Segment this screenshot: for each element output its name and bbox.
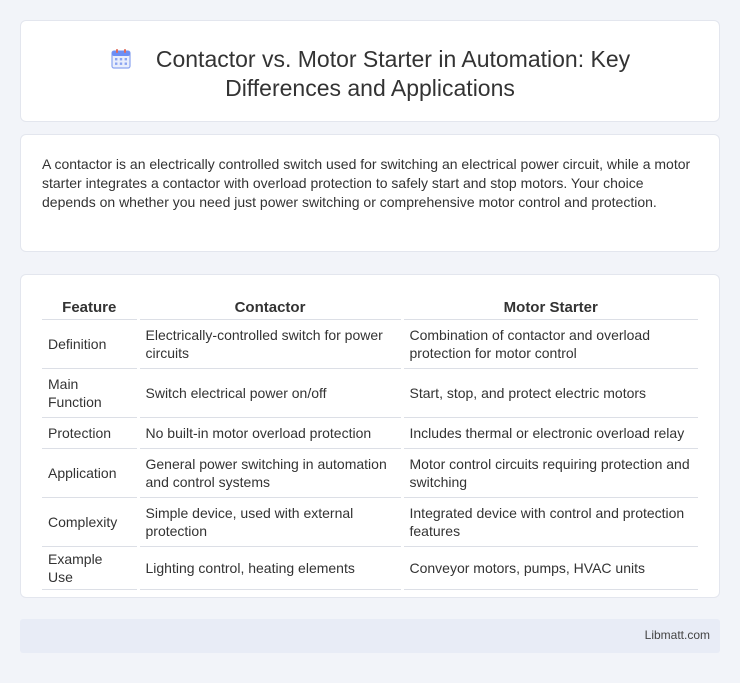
row-contactor: Simple device, used with external protection <box>138 497 402 546</box>
page-title: Contactor vs. Motor Starter in Automation: Key Differences and Applications <box>155 46 631 101</box>
page-title-wrap <box>21 45 719 103</box>
calendar-icon <box>110 48 132 70</box>
row-motor-starter: Includes thermal or electronic overload relay <box>402 417 698 448</box>
table-row <box>42 417 698 448</box>
row-motor-starter: Motor control circuits requiring protection and switching <box>402 448 698 497</box>
header-motor-starter: Motor Starter <box>402 295 698 319</box>
header-feature: Feature <box>42 295 138 319</box>
row-feature: Main Function <box>42 368 138 417</box>
row-feature: Protection <box>42 417 138 448</box>
footer-brand[interactable]: Libmatt.com <box>644 628 710 642</box>
row-feature: Definition <box>42 319 138 368</box>
row-motor-starter: Conveyor motors, pumps, HVAC units <box>402 546 698 589</box>
row-feature: Example Use <box>42 546 138 589</box>
row-motor-starter: Start, stop, and protect electric motors <box>402 368 698 417</box>
row-contactor: Lighting control, heating elements <box>138 546 402 589</box>
table-header-row <box>42 295 698 319</box>
row-contactor: General power switching in automation and control systems <box>138 448 402 497</box>
intro-card <box>20 134 720 252</box>
title-card <box>20 20 720 122</box>
comparison-card <box>20 274 720 598</box>
table-row <box>42 546 698 589</box>
row-feature: Complexity <box>42 497 138 546</box>
row-motor-starter: Integrated device with control and protection features <box>402 497 698 546</box>
row-contactor: Switch electrical power on/off <box>138 368 402 417</box>
table-row <box>42 448 698 497</box>
table-row <box>42 319 698 368</box>
row-motor-starter: Combination of contactor and overload protection for motor control <box>402 319 698 368</box>
table-row <box>42 368 698 417</box>
row-feature: Application <box>42 448 138 497</box>
row-contactor: No built-in motor overload protection <box>138 417 402 448</box>
table-row <box>42 497 698 546</box>
footer-bar <box>20 619 720 653</box>
comparison-table <box>42 295 698 590</box>
row-contactor: Electrically-controlled switch for power circuits <box>138 319 402 368</box>
header-contactor: Contactor <box>138 295 402 319</box>
intro-paragraph: A contactor is an electrically controlled switch used for switching an electrical power circuit, while a motor starter integrates a contactor with overload protection to safely start and stop motors. Your choice depends on whether you need just power switching or comprehensive motor control and protection. <box>42 156 691 210</box>
